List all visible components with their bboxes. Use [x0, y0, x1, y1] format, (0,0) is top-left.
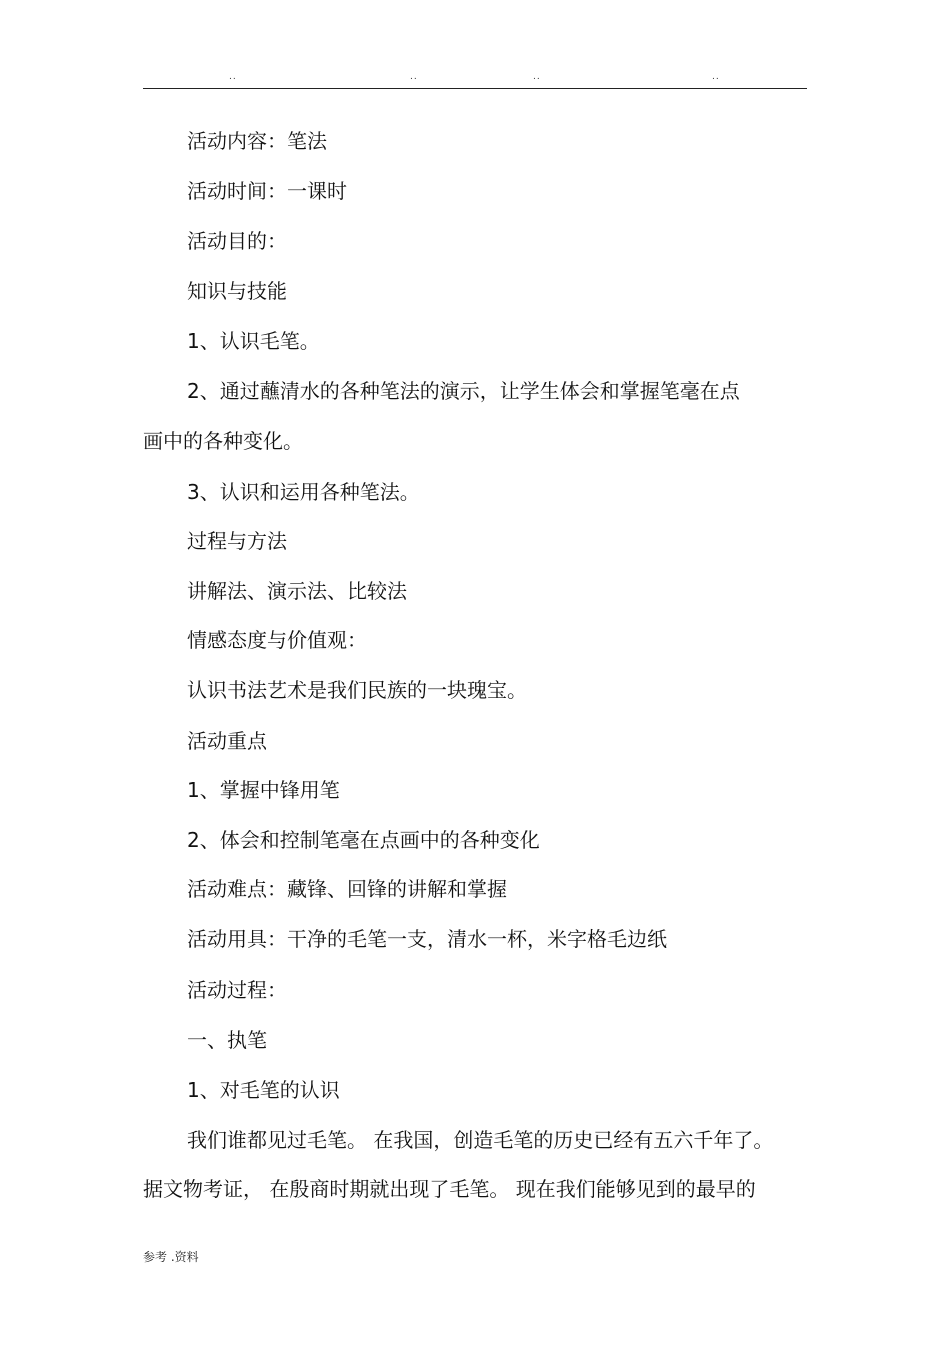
knowledge-item-3: 3、认识和运用各种笔法。	[187, 480, 420, 504]
activity-time: 活动时间：一课时	[187, 179, 347, 203]
knowledge-skills-heading: 知识与技能	[187, 279, 287, 303]
activity-goal-heading: 活动目的：	[187, 229, 287, 253]
section-holding-brush: 一、执笔	[187, 1028, 267, 1052]
activity-content: 活动内容：笔法	[187, 129, 327, 153]
header-mark-3: ..	[533, 72, 541, 82]
header-mark-2: ..	[410, 72, 418, 82]
key-point-2: 2、体会和控制笔毫在点画中的各种变化	[187, 828, 540, 852]
key-points-heading: 活动重点	[187, 729, 267, 753]
attitude-values-heading: 情感态度与价值观：	[187, 628, 367, 652]
knowledge-item-1: 1、认识毛笔。	[187, 329, 320, 353]
header-mark-1: ..	[229, 72, 237, 82]
difficult-points: 活动难点：藏锋、回锋的讲解和掌握	[187, 877, 507, 901]
header-mark-4: ..	[712, 72, 720, 82]
knowledge-item-2-continued: 画中的各种变化。	[143, 429, 303, 453]
key-point-1: 1、掌握中锋用笔	[187, 778, 340, 802]
header-rule	[143, 88, 807, 89]
footer-label: 参考 .资料	[143, 1250, 199, 1264]
paragraph-line-2: 据文物考证， 在殷商时期就出现了毛笔。 现在我们能够见到的最早的	[143, 1177, 756, 1201]
paragraph-line-1: 我们谁都见过毛笔。 在我国，创造毛笔的历史已经有五六千年了。	[187, 1128, 774, 1152]
process-method-heading: 过程与方法	[187, 529, 287, 553]
process-method-text: 讲解法、演示法、比较法	[187, 579, 407, 603]
subsection-know-brush: 1、对毛笔的认识	[187, 1078, 340, 1102]
activity-tools: 活动用具：干净的毛笔一支，清水一杯，米字格毛边纸	[187, 927, 667, 951]
activity-process-heading: 活动过程：	[187, 978, 287, 1002]
attitude-values-text: 认识书法艺术是我们民族的一块瑰宝。	[187, 678, 527, 702]
knowledge-item-2: 2、通过蘸清水的各种笔法的演示，让学生体会和掌握笔毫在点	[187, 379, 740, 403]
